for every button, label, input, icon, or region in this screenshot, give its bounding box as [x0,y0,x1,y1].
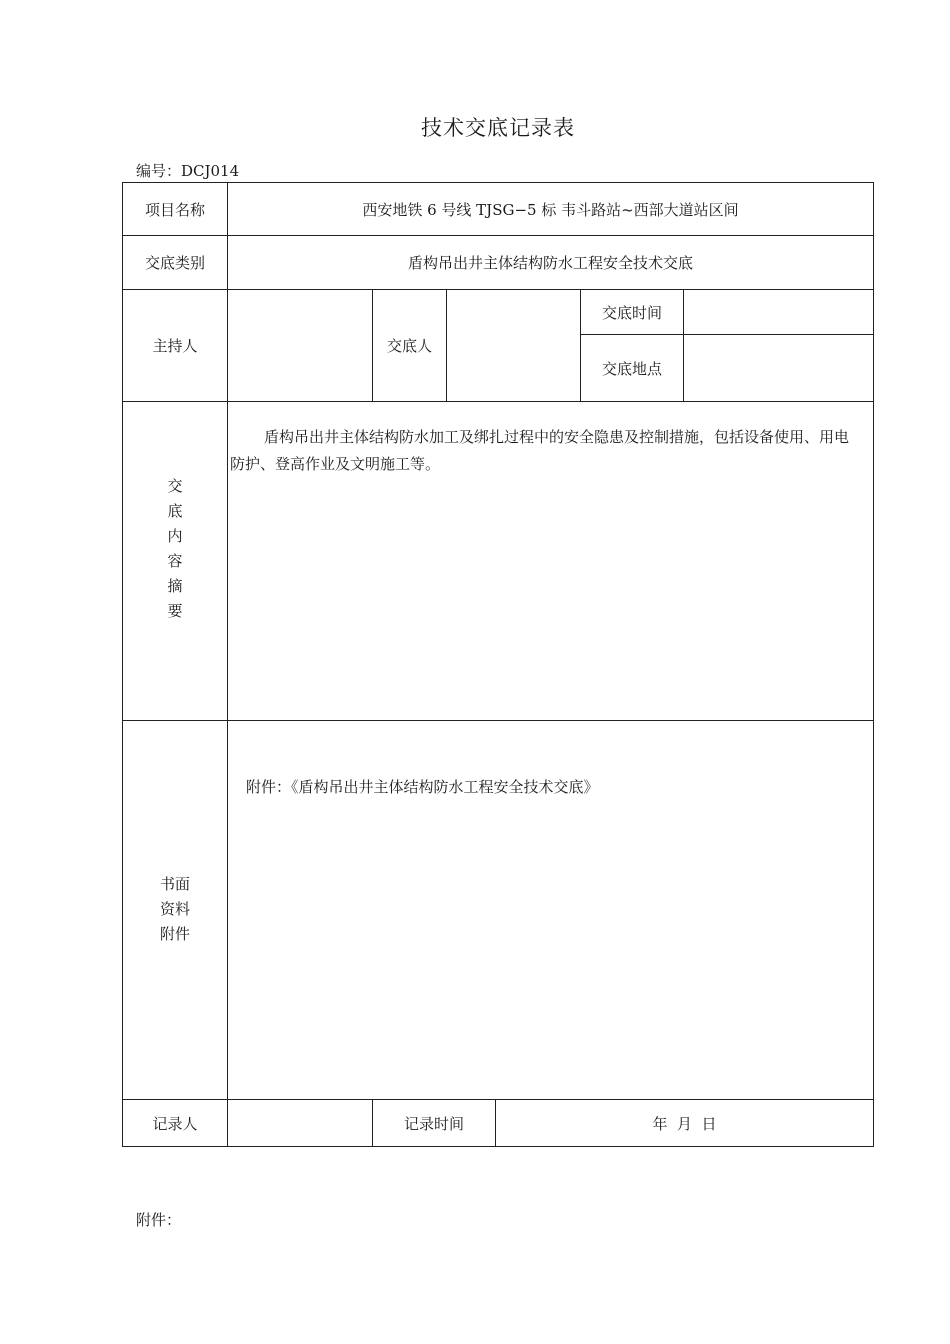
attachments-label [123,872,227,947]
place-label: 交底地点 [601,359,662,378]
attachments-label-line: 附件 [159,925,190,943]
document-number: 编号：DCJ014 [136,162,240,180]
footer-attachment-note: 附件： [136,1211,182,1229]
category-value: 盾构吊出井主体结构防水工程安全技术交底 [407,254,693,272]
project-name-label: 项目名称 [144,200,205,219]
attachments-label-line: 书面 [159,875,190,893]
recorder-value [228,1100,372,1146]
table-border-bottom [122,1146,874,1147]
summary-text: 盾构吊出井主体结构防水加工及绑扎过程中的安全隐患及控制措施，包括设备使用、用电防护、登高作业及文明施工等。 [230,428,850,473]
place-value [684,335,873,401]
summary-label-char: 底 [167,502,183,520]
summary-label-char: 内 [167,527,183,545]
presenter-label: 交底人 [386,337,432,355]
project-name-value: 西安地铁 6 号线 TJSG−5 标 韦斗路站~西部大道站区间 [362,200,739,219]
time-value [684,290,873,334]
page-title: 技术交底记录表 [421,116,575,140]
attachments-label-line: 资料 [159,900,190,918]
host-label: 主持人 [152,337,198,355]
record-time-value: 年 月 日 [652,1114,717,1133]
time-label: 交底时间 [601,303,662,322]
summary-label-char: 摘 [167,577,183,595]
attachments-text: 附件：《盾构吊出井主体结构防水工程安全技术交底》 [246,777,599,796]
row-divider [122,401,874,402]
summary-label [123,474,227,624]
recorder-label: 记录人 [152,1114,198,1133]
host-value [228,290,372,401]
row-divider [122,720,874,721]
summary-label-char: 交 [167,477,183,495]
summary-label-char: 容 [167,552,183,570]
presenter-value [447,290,580,401]
category-label: 交底类别 [144,254,205,272]
summary-label-char: 要 [167,602,183,620]
record-time-label: 记录时间 [403,1114,464,1133]
table-border-right [873,182,874,1147]
